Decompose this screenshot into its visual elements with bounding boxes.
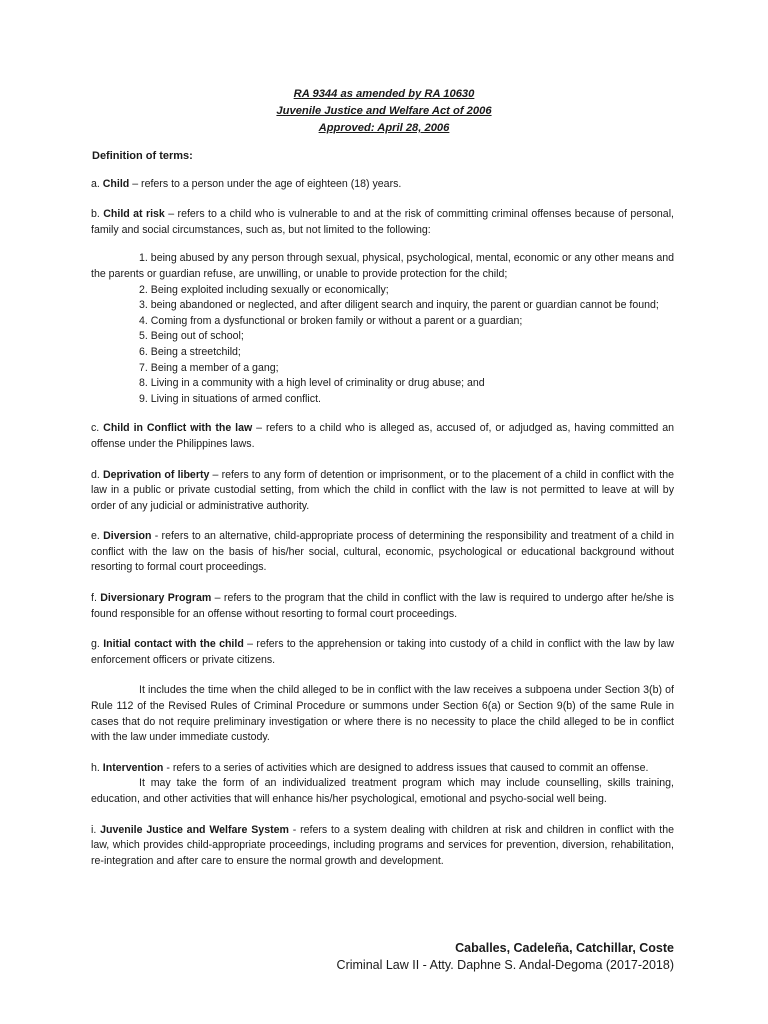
term-e: e. Diversion - refers to an alternative, child-appropriate process of determining the responsibility and treatment of a child in conflict with the law on the basis of his/her social, cultural, economic, psychological or educational background without resorting to formal court proceedings. [91, 530, 674, 574]
term-b: b. Child at risk – refers to a child who is vulnerable to and at the risk of committing criminal offenses because of personal, family and social circumstances, such as, but not limited to the following: [91, 208, 674, 236]
term-a-name: Child [102, 177, 130, 190]
list-item: 3. being abandoned or neglected, and after diligent search and inquiry, the parent or guardian cannot be found; [139, 299, 659, 312]
document-title [0, 86, 768, 137]
term-e-name: Diversion [103, 530, 152, 543]
list-item: 2. Being exploited including sexually or economically; [139, 283, 389, 296]
title-line-3: Approved: April 28, 2006 [318, 122, 450, 134]
term-f: f. Diversionary Program – refers to the program that the child in conflict with the law is required to undergo after he/she is found responsible for an offense without resorting to formal court proceedings. [91, 592, 674, 620]
term-h-name: Intervention [102, 761, 164, 774]
section-heading: Definition of terms: [92, 150, 193, 162]
term-i-name: Juvenile Justice and Welfare System [100, 823, 289, 836]
term-d: d. Deprivation of liberty – refers to any form of detention or imprisonment, or to the placement of a child in conflict with the law in a public or private custodial setting, from which the child in conflict with the law is not permitted to leave at will by order of any judicial or administrative authority. [91, 468, 675, 512]
list-item: 6. Being a streetchild; [139, 345, 241, 358]
term-g-name: Initial contact with the child [103, 638, 244, 651]
term-g: g. Initial contact with the child – refers to the apprehension or taking into custody of a child in conflict with the law by law enforcement officers or private citizens. [91, 638, 675, 666]
term-c-name: Child in Conflict with the law [103, 422, 253, 435]
title-line-1: RA 9344 as amended by RA 10630 [293, 88, 475, 100]
footer-authors: Caballes, Cadeleña, Catchillar, Coste [455, 941, 674, 955]
term-c: c. Child in Conflict with the law – refers to a child who is alleged as, accused of, or adjudged as, having committed an offense under the Philippines laws. [91, 422, 675, 450]
list-item: 7. Being a member of a gang; [139, 361, 279, 374]
term-h-extra: It may take the form of an individualized treatment program which may include counselling, skills training, education, and other activities that will enhance his/her psychological, emotional and psycho-social well being. [91, 777, 674, 805]
term-b-name: Child at risk [103, 208, 165, 221]
term-d-name: Deprivation of liberty [103, 468, 210, 481]
term-f-name: Diversionary Program [100, 592, 212, 605]
risk-list [91, 251, 674, 407]
term-a: a. Child – refers to a person under the age of eighteen (18) years. [91, 177, 402, 190]
title-line-2: Juvenile Justice and Welfare Act of 2006 [276, 105, 492, 117]
list-item: 4. Coming from a dysfunctional or broken family or without a parent or a guardian; [139, 314, 523, 327]
list-item: 1. being abused by any person through sexual, physical, psychological, mental, economic or any other means and the parents or guardian refuse, are unwilling, or unable to provide protection for the child; [91, 252, 674, 280]
document-body [91, 149, 674, 884]
document-footer [337, 940, 674, 974]
term-i: i. Juvenile Justice and Welfare System - refers to a system dealing with children at risk and children in conflict with the law, which provides child-appropriate proceedings, including programs and services for prevention, diversion, rehabilitation, re-integration and after care to ensure the normal growth and development. [91, 823, 674, 867]
list-item: 5. Being out of school; [139, 330, 244, 343]
list-item: 8. Living in a community with a high level of criminality or drug abuse; and [139, 377, 485, 390]
term-g-extra: It includes the time when the child alleged to be in conflict with the law receives a subpoena under Section 3(b) of Rule 112 of the Revised Rules of Criminal Procedure or summons under Section 6(a) or Section 9(b) of the same Rule in cases that do not require preliminary investigation or where there is no necessity to place the child alleged to be in conflict with the law under immediate custody. [91, 684, 674, 744]
footer-course: Criminal Law II - Atty. Daphne S. Andal-Degoma (2017-2018) [336, 958, 674, 972]
list-item: 9. Living in situations of armed conflict. [139, 392, 321, 405]
term-h: h. Intervention - refers to a series of activities which are designed to address issues that caused to commit an offense. [91, 761, 649, 774]
